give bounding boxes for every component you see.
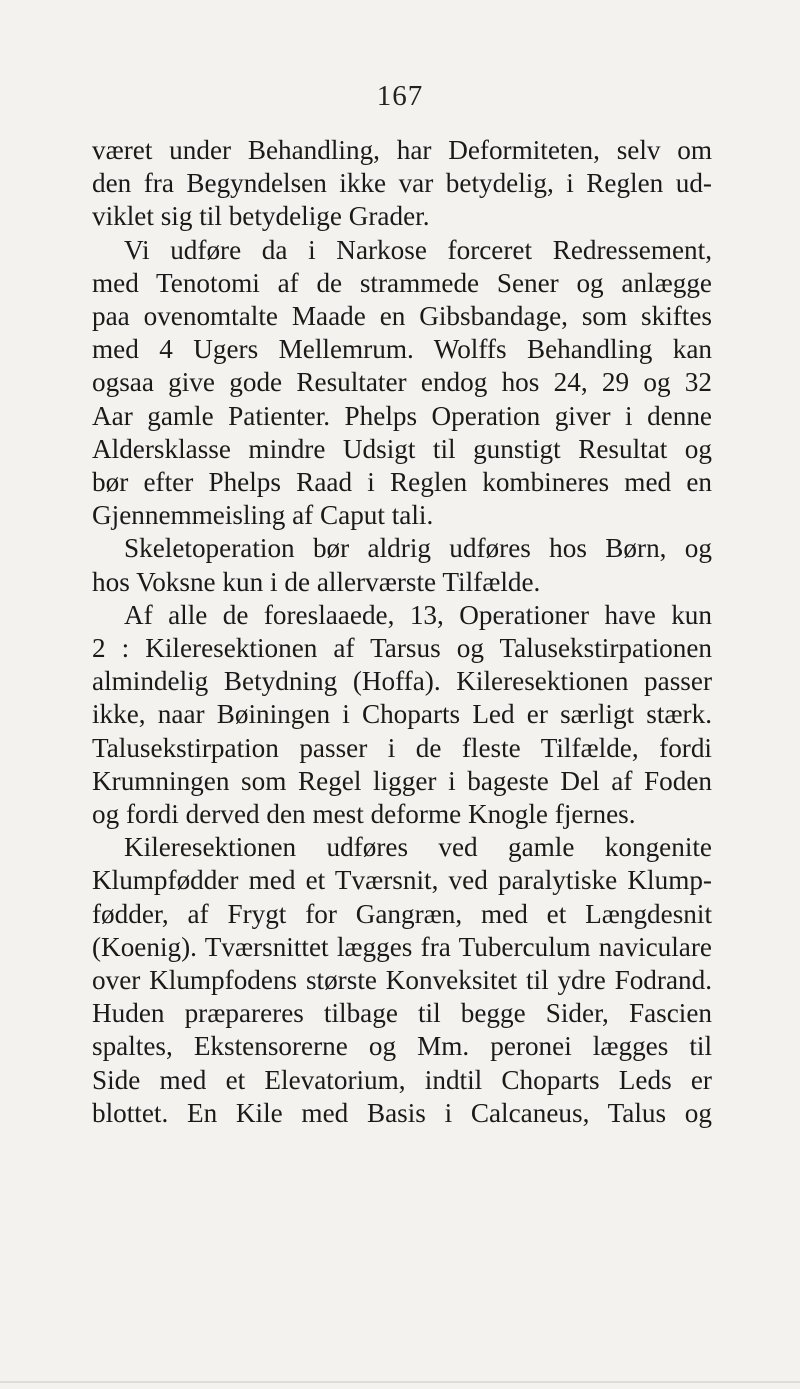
- text-line: spaltes, Ekstensorerne og Mm. peronei lægges til: [92, 1031, 712, 1062]
- text-line: Kileresektionen udføres ved gamle kongenite: [124, 832, 712, 863]
- text-line: og fordi derved den mest deforme Knogle fjernes.: [92, 799, 636, 830]
- text-line: Talusekstirpation passer i de fleste Tilfælde, fordi: [92, 732, 712, 763]
- text-line: blottet. En Kile med Basis i Calcaneus, Talus og: [92, 1097, 712, 1128]
- text-line: viklet sig til betydelige Grader.: [92, 201, 430, 232]
- page-edge-shadow: [0, 1381, 800, 1383]
- text-line: Huden præpareres tilbage til begge Sider, Fascien: [92, 998, 712, 1029]
- text-line: almindelig Betydning (Hoffa). Kileresektionen passer: [92, 666, 712, 697]
- text-line: med 4 Ugers Mellemrum. Wolffs Behandling kan: [92, 334, 712, 365]
- text-line: Gjennemmeisling af Caput tali.: [92, 500, 434, 531]
- text-line: Skeletoperation bør aldrig udføres hos Børn, og: [124, 533, 712, 564]
- text-line: paa ovenomtalte Maade en Gibsbandage, som skiftes: [92, 301, 712, 332]
- text-line: bør efter Phelps Raad i Reglen kombineres med en: [92, 467, 712, 498]
- text-line: Aldersklasse mindre Udsigt til gunstigt Resultat og: [92, 433, 712, 464]
- text-line: (Koenig). Tværsnittet lægges fra Tuberculum naviculare: [92, 931, 712, 962]
- text-line: Af alle de foreslaaede, 13, Operationer have kun: [124, 599, 712, 630]
- text-line: med Tenotomi af de strammede Sener og anlægge: [92, 267, 712, 298]
- paragraph-1: [92, 134, 712, 234]
- text-line: Aar gamle Patienter. Phelps Operation giver i denne: [92, 400, 712, 431]
- text-line: ikke, naar Bøiningen i Choparts Led er særligt stærk.: [92, 699, 712, 730]
- page-number: 167: [376, 80, 424, 112]
- body-text: [92, 134, 712, 1130]
- text-line: Krumningen som Regel ligger i bageste Del af Foden: [92, 765, 712, 796]
- paragraph-3: [92, 532, 712, 598]
- text-line: Side med et Elevatorium, indtil Choparts Leds er: [92, 1064, 712, 1095]
- text-line: den fra Begyndelsen ikke var betydelig, i Reglen ud-: [92, 168, 712, 199]
- text-line: hos Voksne kun i de allerværste Tilfælde.: [92, 566, 541, 597]
- text-line: Klumpfødder med et Tværsnit, ved paralytiske Klump-: [92, 865, 712, 896]
- text-line: været under Behandling, har Deformiteten, selv om: [92, 135, 712, 165]
- text-line: over Klumpfodens største Konveksitet til ydre Fodrand.: [92, 965, 712, 996]
- paragraph-4: [92, 599, 712, 831]
- text-line: ogsaa give gode Resultater endog hos 24, 29 og 32: [92, 367, 712, 398]
- text-line: 2 : Kileresektionen af Tarsus og Talusekstirpationen: [92, 633, 712, 664]
- text-line: fødder, af Frygt for Gangræn, med et Længdesnit: [92, 898, 712, 929]
- text-line: Vi udføre da i Narkose forceret Redressement,: [124, 234, 712, 265]
- paragraph-5: [92, 831, 712, 1130]
- paragraph-2: [92, 234, 712, 533]
